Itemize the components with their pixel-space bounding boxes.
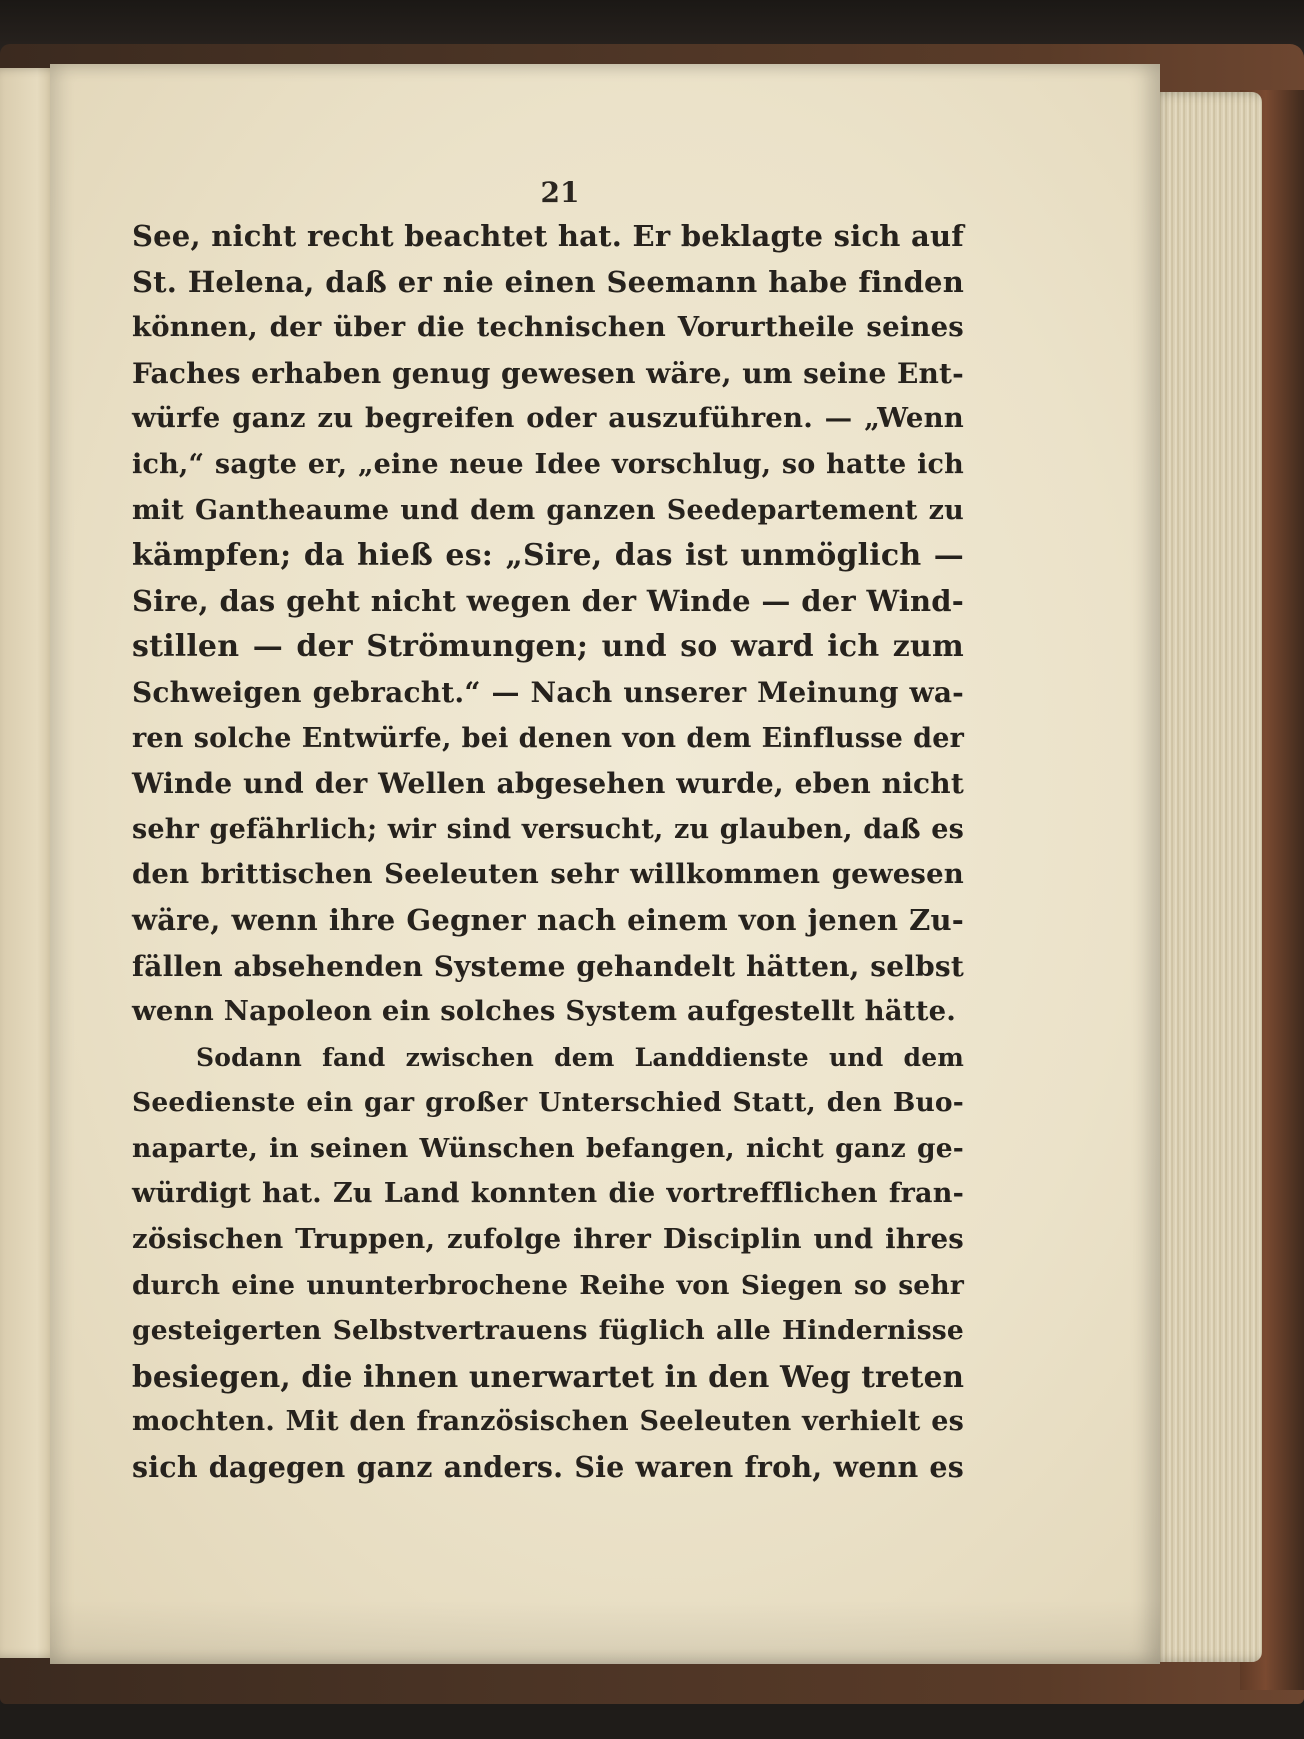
text-line: gesteigerten Selbstvertrauens füglich alle Hindernisse [132, 1315, 964, 1347]
text-line: können, der über die technischen Vorurtheile seines [132, 311, 964, 344]
text-line: sich dagegen ganz anders. Sie waren froh, wenn es [132, 1450, 964, 1485]
text-line: Sire, das geht nicht wegen der Winde — der Wind- [132, 583, 964, 618]
text-line: den brittischen Seeleuten sehr willkommen gewesen [132, 858, 964, 891]
page-shadow [50, 1600, 1160, 1664]
text-line: fällen absehenden Systeme gehandelt hätten, selbst [132, 949, 964, 983]
page-stack-edge [1150, 92, 1262, 1662]
text-line: naparte, in seinen Wünschen befangen, nicht ganz ge- [132, 1132, 964, 1164]
text-line: Faches erhaben genug gewesen wäre, um seine Ent- [132, 356, 964, 390]
text-line: stillen — der Strömungen; und so ward ich zum [132, 629, 964, 665]
text-line: durch eine ununterbrochene Reihe von Siegen so sehr [132, 1269, 964, 1301]
text-line: Sodann fand zwischen dem Landdienste und dem [196, 1042, 964, 1072]
body-text [132, 214, 964, 1491]
text-line: Seedienste ein gar großer Unterschied Statt, den Buo- [132, 1087, 964, 1119]
text-line: mit Gantheaume und dem ganzen Seedepartement zu [132, 494, 964, 526]
text-line: Schweigen gebracht.“ — Nach unserer Meinung wa- [132, 675, 964, 709]
text-line: wäre, wenn ihre Gegner nach einem von jenen Zu- [132, 902, 964, 937]
text-line: wenn Napoleon ein solches System aufgestellt hätte. [132, 995, 957, 1028]
page-number: 21 [540, 176, 580, 209]
text-line: St. Helena, daß er nie einen Seemann habe finden [132, 264, 964, 299]
text-line: ren solche Entwürfe, bei denen von dem Einflusse der [132, 722, 964, 754]
text-line: kämpfen; da hieß es: „Sire, das ist unmöglich — [132, 538, 964, 574]
text-line: würfe ganz zu begreifen oder auszuführen. — „Wenn [132, 402, 964, 435]
text-line: zösischen Truppen, zufolge ihrer Disciplin und ihres [132, 1223, 964, 1256]
text-line: ich,“ sagte er, „eine neue Idee vorschlug, so hatte ich [132, 448, 964, 480]
text-line: sehr gefährlich; wir sind versucht, zu glauben, daß es [132, 813, 964, 845]
text-line: mochten. Mit den französischen Seeleuten verhielt es [132, 1406, 964, 1438]
text-line: Winde und der Wellen abgesehen wurde, eben nicht [132, 767, 964, 801]
text-line: würdigt hat. Zu Land konnten die vortrefflichen fran- [132, 1178, 964, 1210]
text-line: besiegen, die ihnen unerwartet in den Weg treten [132, 1358, 965, 1394]
text-line: See, nicht recht beachtet hat. Er beklagte sich auf [132, 219, 964, 253]
